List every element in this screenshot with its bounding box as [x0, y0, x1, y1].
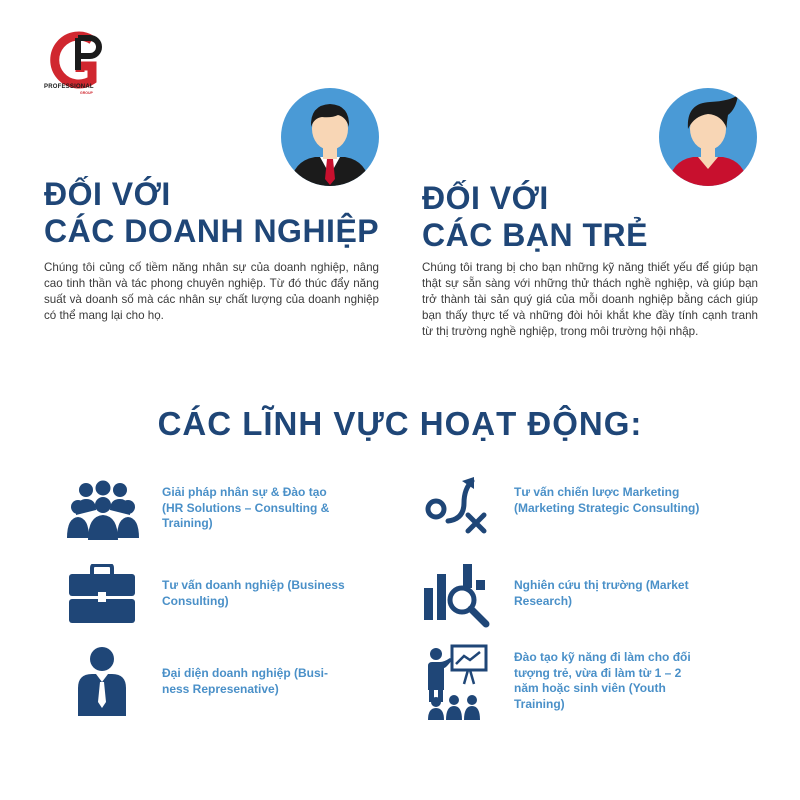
- service-training-line3: năm hoặc sinh viên (Youth: [514, 681, 666, 695]
- service-representative-line2: ness Represenative): [162, 681, 279, 696]
- service-hr-line2: (HR Solutions – Consulting &: [162, 500, 330, 515]
- business-heading-line1: ĐỐI VỚI: [44, 176, 171, 212]
- service-business-line1: Tư vấn doanh nghiệp (Business: [162, 578, 345, 592]
- service-marketing-line2: (Marketing Strategic Consulting): [514, 500, 700, 515]
- service-business: [162, 578, 382, 609]
- businessman-avatar-icon: [280, 87, 380, 187]
- service-training-line2: tượng trẻ, vừa đi làm từ 1 – 2: [514, 665, 682, 680]
- business-paragraph: Chúng tôi củng cố tiềm năng nhân sự của doanh nghiệp, nâng cao tinh thần và tác phong chuyên nghiệp. Từ đó thúc đẩy năng suất và doanh số mà các nhân sự chất lượng của doanh nghiệp có thể mang lại cho họ.: [44, 261, 379, 322]
- service-training-line4: Training): [514, 696, 565, 711]
- strategy-icon: [424, 475, 490, 541]
- section-title: CÁC LĨNH VỰC HOẠT ĐỘNG:: [157, 405, 643, 442]
- service-research-line1: Nghiên cứu thị trường (Market: [514, 578, 689, 592]
- service-hr-line1: Giải pháp nhân sự & Đào tạo: [162, 485, 327, 499]
- service-representative-line1: Đại diện doanh nghiệp (Busi-: [162, 666, 328, 680]
- service-marketing-line1: Tư vấn chiến lược Marketing: [514, 485, 680, 499]
- business-heading: [44, 176, 379, 250]
- service-research-line2: Research): [514, 593, 573, 608]
- youth-paragraph: Chúng tôi trang bị cho bạn những kỹ năng thiết yếu để giúp bạn thật sự sẵn sàng với những thử thách nghề nghiệp, và giúp bạn trở thành tài sản quý giá của mỗi doanh nghiệp bằng cách giúp bạn thấy thực tế và những đòi hỏi khắt khe đầy tính cạnh tranh từ thị trường nghề nghiệp, trong môi trường hội nhập.: [422, 261, 758, 338]
- service-research: [514, 578, 726, 609]
- service-representative: [162, 666, 374, 697]
- youth-heading: [422, 180, 648, 254]
- team-icon: [66, 480, 140, 540]
- presentation-icon: [424, 644, 490, 720]
- service-business-line2: Consulting): [162, 593, 229, 608]
- logo-subtext: GROUP: [80, 91, 93, 95]
- briefcase-icon: [68, 564, 136, 624]
- service-marketing: [514, 485, 754, 516]
- youth-heading-line2: CÁC BẠN TRẺ: [422, 217, 648, 253]
- youth-heading-line1: ĐỐI VỚI: [422, 180, 549, 216]
- businessman-icon: [76, 646, 128, 716]
- service-training-line1: Đào tạo kỹ năng đi làm cho đối: [514, 650, 691, 664]
- service-hr: [162, 485, 370, 532]
- service-hr-line3: Training): [162, 516, 213, 530]
- research-icon: [422, 562, 492, 628]
- service-training: [514, 650, 728, 712]
- young-person-avatar-icon: [658, 87, 758, 187]
- business-heading-line2: CÁC DOANH NGHIỆP: [44, 213, 380, 249]
- logo-text: PROFESSIONAL: [44, 84, 94, 90]
